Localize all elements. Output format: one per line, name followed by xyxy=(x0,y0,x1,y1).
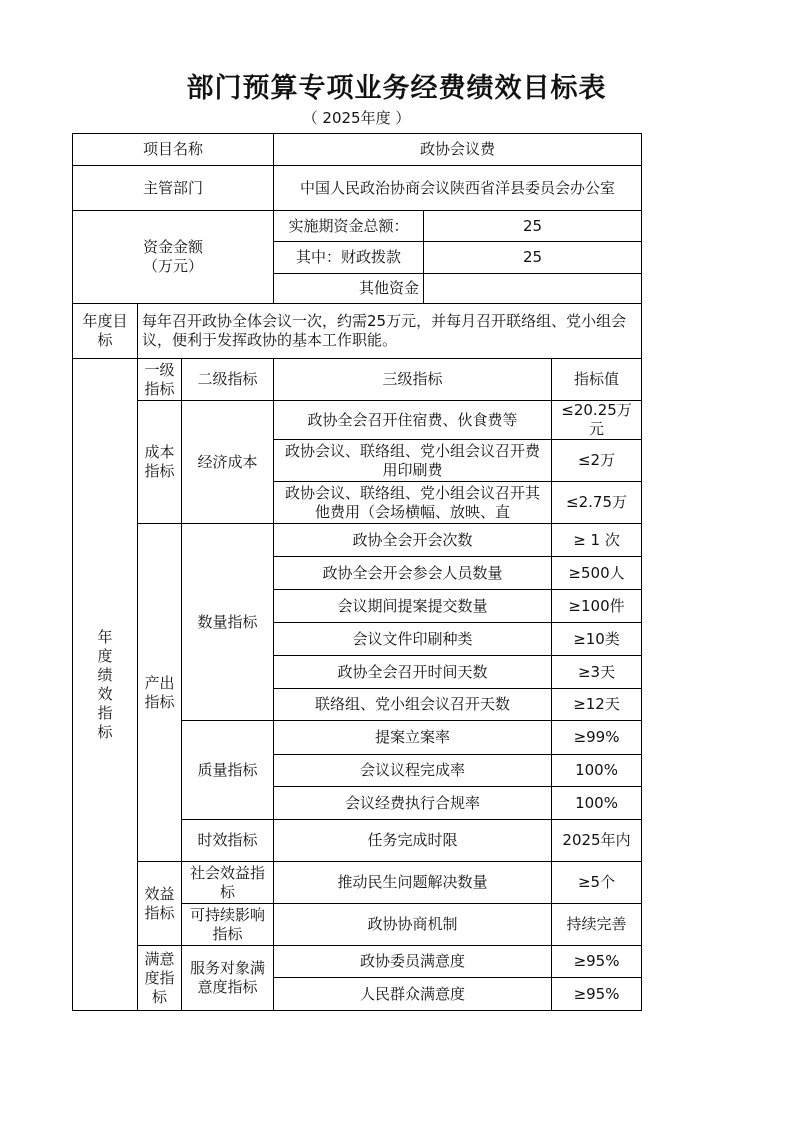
quality-row-value: ≥99% xyxy=(552,721,642,755)
header-value: 指标值 xyxy=(552,359,642,401)
quantity-row-name: 会议期间提案提交数量 xyxy=(274,590,552,623)
quality-indicator-label: 质量指标 xyxy=(182,721,274,820)
quality-row-name: 会议经费执行合规率 xyxy=(274,787,552,820)
quantity-row-name: 政协全会开会次数 xyxy=(274,524,552,557)
total-funds-label: 实施期资金总额： xyxy=(274,211,424,242)
cost-row-name: 政协全会召开住宿费、伙食费等 xyxy=(274,401,552,440)
quantity-row-name: 政协全会召开时间天数 xyxy=(274,656,552,689)
project-name-value: 政协会议费 xyxy=(274,134,642,166)
quantity-indicator-label: 数量指标 xyxy=(182,524,274,721)
header-level3: 三级指标 xyxy=(274,359,552,401)
quantity-row-value: ≥10类 xyxy=(552,623,642,656)
quality-row-name: 会议议程完成率 xyxy=(274,755,552,787)
output-indicator-label: 产出指标 xyxy=(138,524,182,862)
sustainability-value: 持续完善 xyxy=(552,904,642,946)
department-value: 中国人民政治协商会议陕西省洋县委员会办公室 xyxy=(274,166,642,211)
cost-row-value: ≤2.75万 xyxy=(552,482,642,524)
satisfaction-row-name: 政协委员满意度 xyxy=(274,946,552,978)
quantity-row-name: 会议文件印刷种类 xyxy=(274,623,552,656)
satisfaction-row-name: 人民群众满意度 xyxy=(274,978,552,1011)
quantity-row-value: ≥12天 xyxy=(552,689,642,721)
sustainability-name: 政协协商机制 xyxy=(274,904,552,946)
project-name-label: 项目名称 xyxy=(73,134,274,166)
quantity-row-value: ≥ 1 次 xyxy=(552,524,642,557)
total-funds-value: 25 xyxy=(424,211,642,242)
timeliness-indicator-label: 时效指标 xyxy=(182,820,274,862)
benefit-indicator-label: 效益指标 xyxy=(138,862,182,946)
service-satisfaction-label: 服务对象满意度指标 xyxy=(182,946,274,1011)
quantity-row-value: ≥3天 xyxy=(552,656,642,689)
header-level2: 二级指标 xyxy=(182,359,274,401)
annual-goal-text: 每年召开政协全体会议一次，约需25万元，并每月召开联络组、党小组会议，便利于发挥政协的基本工作职能。 xyxy=(138,304,642,359)
quantity-row-name: 政协全会开会参会人员数量 xyxy=(274,557,552,590)
department-label: 主管部门 xyxy=(73,166,274,211)
social-benefit-name: 推动民生问题解决数量 xyxy=(274,862,552,904)
quality-row-name: 提案立案率 xyxy=(274,721,552,755)
funds-label-line1: 资金金额 xyxy=(143,238,204,256)
cost-row-value: ≤20.25万元 xyxy=(552,401,642,440)
social-benefit-label: 社会效益指标 xyxy=(182,862,274,904)
fiscal-funds-value: 25 xyxy=(424,242,642,274)
quality-row-value: 100% xyxy=(552,787,642,820)
year-subtitle: （ 2025年度 ） xyxy=(302,109,411,127)
funds-label-line2: （万元） xyxy=(143,257,204,275)
satisfaction-row-value: ≥95% xyxy=(552,946,642,978)
other-funds-value xyxy=(424,274,642,304)
funds-label xyxy=(73,211,274,304)
social-benefit-value: ≥5个 xyxy=(552,862,642,904)
annual-goal-label: 年度目标 xyxy=(73,304,138,359)
cost-row-name: 政协会议、联络组、党小组会议召开其他费用（会场横幅、放映、直 xyxy=(274,482,552,524)
quality-row-value: 100% xyxy=(552,755,642,787)
quantity-row-name: 联络组、党小组会议召开天数 xyxy=(274,689,552,721)
cost-row-value: ≤2万 xyxy=(552,440,642,482)
performance-table xyxy=(72,133,642,1011)
cost-indicator-label: 成本指标 xyxy=(138,401,182,524)
header-level1: 一级指标 xyxy=(138,359,182,401)
timeliness-row-name: 任务完成时限 xyxy=(274,820,552,862)
other-funds-label: 其他资金 xyxy=(274,274,424,304)
cost-row-name: 政协会议、联络组、党小组会议召开费用印刷费 xyxy=(274,440,552,482)
satisfaction-row-value: ≥95% xyxy=(552,978,642,1011)
economic-cost-label: 经济成本 xyxy=(182,401,274,524)
quantity-row-value: ≥100件 xyxy=(552,590,642,623)
satisfaction-indicator-label: 满意度指标 xyxy=(138,946,182,1011)
performance-section-label: 年度绩效指标 xyxy=(73,359,138,1011)
sustainability-label: 可持续影响指标 xyxy=(182,904,274,946)
fiscal-funds-label: 其中：财政拨款 xyxy=(274,242,424,274)
quantity-row-value: ≥500人 xyxy=(552,557,642,590)
timeliness-row-value: 2025年内 xyxy=(552,820,642,862)
page-title: 部门预算专项业务经费绩效目标表 xyxy=(186,73,607,104)
